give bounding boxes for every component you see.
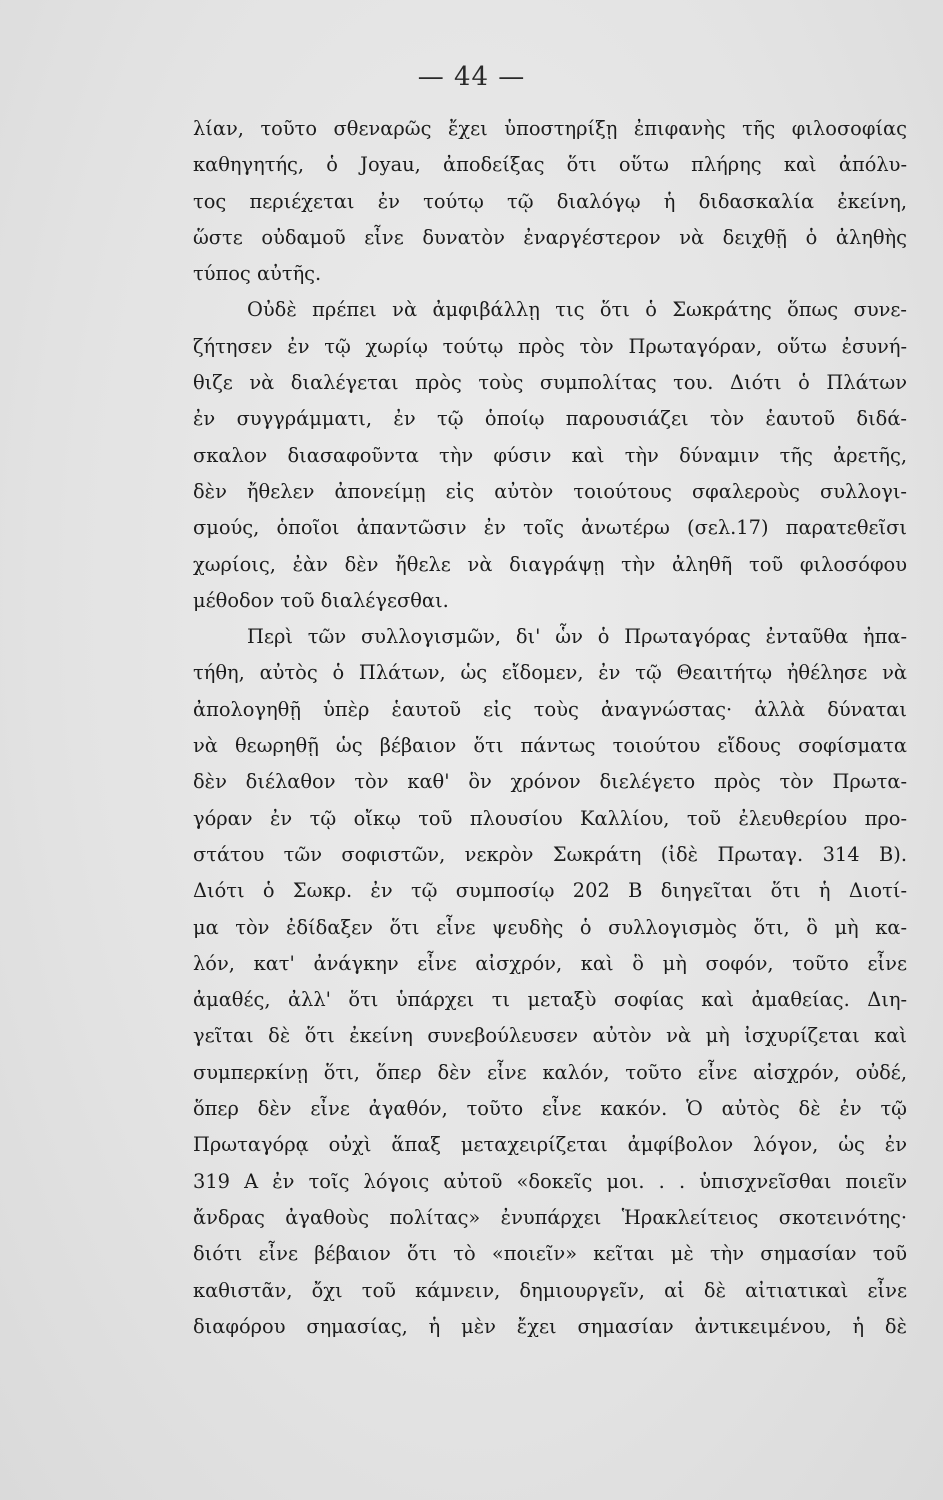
text-line: τήθη, αὐτὸς ὁ Πλάτων, ὡς εἴδομεν, ἐν τῷ Θεαιτήτῳ ἠθέλησε νὰ — [193, 661, 907, 685]
text-line: ζήτησεν ἐν τῷ χωρίῳ τούτῳ πρὸς τὸν Πρωταγόραν, οὕτω ἐσυνή- — [193, 334, 907, 358]
text-line: καθηγητής, ὁ Joyau, ἀποδείξας ὅτι οὕτω πλήρης καὶ ἀπόλυ- — [193, 153, 907, 177]
text-line: διότι εἶνε βέβαιον ὅτι τὸ «ποιεῖν» κεῖται μὲ τὴν σημασίαν τοῦ — [193, 1242, 907, 1266]
text-line: λόν, κατ' ἀνάγκην εἶνε αἰσχρόν, καὶ ὃ μὴ σοφόν, τοῦτο εἶνε — [193, 951, 907, 975]
text-line: μα τὸν ἐδίδαξεν ὅτι εἶνε ψευδὴς ὁ συλλογισμὸς ὅτι, ὃ μὴ κα- — [193, 915, 907, 939]
text-line: γόραν ἐν τῷ οἴκῳ τοῦ πλουσίου Καλλίου, τοῦ ἐλευθερίου προ- — [193, 806, 907, 830]
text-line: χωρίοις, ἐὰν δὲν ἤθελε νὰ διαγράψῃ τὴν ἀληθῆ τοῦ φιλοσόφου — [193, 552, 907, 576]
text-line: Πρωταγόρᾳ οὐχὶ ἅπαξ μεταχειρίζεται ἀμφίβολον λόγον, ὡς ἐν — [193, 1133, 907, 1157]
text-line: γεῖται δὲ ὅτι ἐκείνη συνεβούλευσεν αὐτὸν νὰ μὴ ἰσχυρίζεται καὶ — [193, 1024, 907, 1048]
text-line: ἀπολογηθῇ ὑπὲρ ἑαυτοῦ εἰς τοὺς ἀναγνώστας· ἀλλὰ δύναται — [193, 697, 907, 721]
text-line: καθιστᾶν, ὄχι τοῦ κάμνειν, δημιουργεῖν, αἱ δὲ αἰτιατικαὶ εἶνε — [193, 1278, 907, 1302]
text-line: συμπερκίνῃ ὅτι, ὅπερ δὲν εἶνε καλόν, τοῦτο εἶνε αἰσχρόν, οὐδέ, — [193, 1060, 907, 1084]
paragraph-start-line: Περὶ τῶν συλλογισμῶν, δι' ὧν ὁ Πρωταγόρας ἐνταῦθα ἠπα- — [247, 625, 907, 649]
text-line: ὥστε οὐδαμοῦ εἶνε δυνατὸν ἐναργέστερον νὰ δειχθῇ ὁ ἀληθὴς — [193, 225, 907, 249]
text-line: τύπος αὐτῆς. — [193, 262, 322, 286]
text-line: ἐν συγγράμματι, ἐν τῷ ὁποίῳ παρουσιάζει τὸν ἑαυτοῦ διδά- — [193, 407, 907, 431]
text-line: ὅπερ δὲν εἶνε ἀγαθόν, τοῦτο εἶνε κακόν. Ὁ αὐτὸς δὲ ἐν τῷ — [193, 1097, 907, 1121]
text-line: μέθοδον τοῦ διαλέγεσθαι. — [193, 588, 449, 612]
page-number: — 44 — — [417, 62, 526, 92]
text-line: θιζε νὰ διαλέγεται πρὸς τοὺς συμπολίτας του. Διότι ὁ Πλάτων — [193, 371, 907, 395]
body-text — [193, 111, 907, 1345]
text-line: δὲν ἤθελεν ἀπονείμῃ εἰς αὐτὸν τοιούτους σφαλεροὺς συλλογι- — [193, 479, 907, 503]
text-line: λίαν, τοῦτο σθεναρῶς ἔχει ὑποστηρίξῃ ἐπιφανὴς τῆς φιλοσοφίας — [193, 117, 907, 140]
text-line: Διότι ὁ Σωκρ. ἐν τῷ συμποσίῳ 202 Β διηγεῖται ὅτι ἡ Διοτί- — [193, 879, 907, 903]
text-line: νὰ θεωρηθῇ ὡς βέβαιον ὅτι πάντως τοιούτου εἴδους σοφίσματα — [193, 734, 907, 758]
text-line: διαφόρου σημασίας, ἡ μὲν ἔχει σημασίαν ἀντικειμένου, ἡ δὲ — [193, 1314, 907, 1338]
text-line: δὲν διέλαθον τὸν καθ' ὃν χρόνον διελέγετο πρὸς τὸν Πρωτα- — [193, 770, 907, 794]
text-line: σμούς, ὁποῖοι ἀπαντῶσιν ἐν τοῖς ἀνωτέρω (σελ.17) παρατεθεῖσι — [193, 516, 907, 540]
text-line: 319 Α ἐν τοῖς λόγοις αὐτοῦ «δοκεῖς μοι. . . ὑπισχνεῖσθαι ποιεῖν — [193, 1169, 907, 1193]
text-line: σκαλον διασαφοῦντα τὴν φύσιν καὶ τὴν δύναμιν τῆς ἀρετῆς, — [193, 443, 907, 467]
text-line: ἀμαθές, ἀλλ' ὅτι ὑπάρχει τι μεταξὺ σοφίας καὶ ἀμαθείας. Διη- — [193, 988, 907, 1012]
text-line: στάτου τῶν σοφιστῶν, νεκρὸν Σωκράτη (ἰδὲ Πρωταγ. 314 Β). — [193, 842, 907, 866]
text-line: τος περιέχεται ἐν τούτῳ τῷ διαλόγῳ ἡ διδασκαλία ἐκείνη, — [193, 189, 907, 213]
paragraph-start-line: Οὐδὲ πρέπει νὰ ἀμφιβάλλῃ τις ὅτι ὁ Σωκράτης ὅπως συνε- — [247, 298, 907, 322]
text-line: ἄνδρας ἀγαθοὺς πολίτας» ἐνυπάρχει Ἡρακλείτειος σκοτεινότης· — [193, 1205, 907, 1229]
